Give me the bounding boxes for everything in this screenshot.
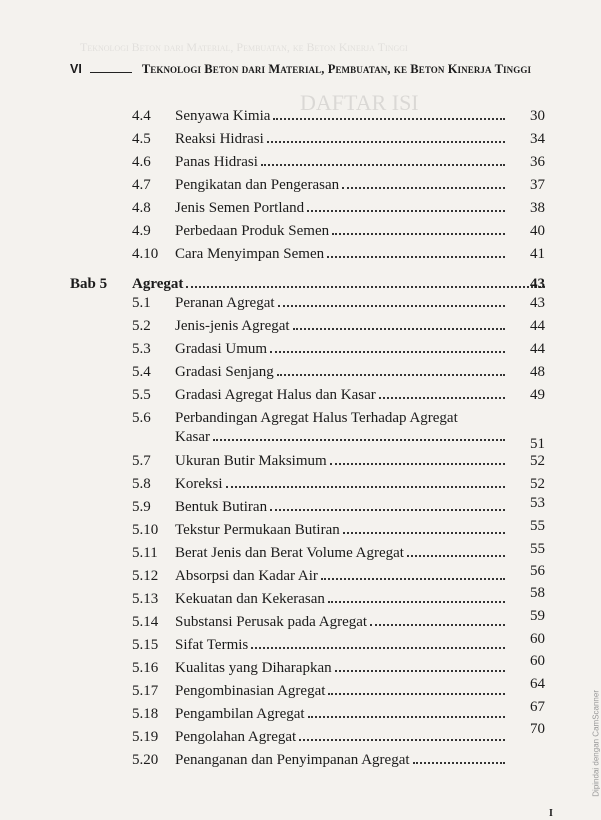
entry-number: 5.20 [132,752,159,768]
toc-entry [0,246,600,268]
entry-page: 48 [530,364,545,380]
entry-page: 36 [530,154,545,170]
dot-leader [277,374,505,376]
dot-leader [307,210,505,212]
toc-entry [0,752,600,774]
entry-page: 55 [530,518,545,534]
entry-title: Sifat Termis [175,637,249,653]
corner-mark: I [549,808,553,819]
toc-entry [0,387,600,409]
entry-number: 4.9 [132,223,151,239]
entry-title: Pengikatan dan Pengerasan [175,177,340,193]
entry-page: 34 [530,131,545,147]
entry-page: 52 [530,453,545,469]
entry-page: 53 [530,495,545,511]
entry-title: Gradasi Senjang [175,364,274,380]
entry-title: Pengombinasian Agregat [175,683,326,699]
header-title: Teknologi Beton dari Material, Pembuatan, ke Beton Kinerja Tinggi [141,62,532,76]
entry-page: 41 [530,246,545,262]
entry-title: Perbedaan Produk Semen [175,223,330,239]
entry-page: 38 [530,200,545,216]
entry-number: 5.4 [132,364,151,380]
dot-leader [186,286,545,288]
entry-page: 64 [530,676,545,692]
dot-leader [328,601,505,603]
entry-page: 30 [530,108,545,124]
dot-leader [413,762,505,764]
toc-entry [0,154,600,176]
toc-entry-wrapped-second-line [0,429,600,451]
dot-leader [299,739,505,741]
entry-title: Cara Menyimpan Semen [175,246,325,262]
dot-leader [407,555,505,557]
entry-page: 70 [530,721,545,737]
show-through-header: Teknologi Beton dari Material, Pembuatan, ke Beton Kinerja Tinggi [80,40,408,54]
entry-title: Penanganan dan Penyimpanan Agregat [175,752,410,768]
dot-leader [270,351,505,353]
dot-leader [328,693,505,695]
running-header [70,62,560,77]
dot-leader [293,328,505,330]
entry-title: Gradasi Agregat Halus dan Kasar [175,387,376,403]
entry-page: 37 [530,177,545,193]
toc-entry [0,364,600,386]
entry-number: 5.8 [132,476,151,492]
dot-leader [270,509,505,511]
entry-title: Jenis Semen Portland [175,200,305,216]
entry-title-line1: Perbandingan Agregat Halus Terhadap Agregat [175,410,458,426]
toc-entry [0,318,600,340]
entry-title: Gradasi Umum [175,341,268,357]
entry-title: Panas Hidrasi [175,154,258,170]
entry-number: 4.8 [132,200,151,216]
dot-leader [273,118,505,120]
entry-page: 55 [530,541,545,557]
dot-leader [251,647,505,649]
entry-number: 4.6 [132,154,151,170]
entry-page: 44 [530,318,545,334]
entry-number: 5.19 [132,729,159,745]
entry-title-line2: Kasar [175,429,210,445]
entry-number: 5.5 [132,387,151,403]
chapter-page: 43 [530,276,545,292]
scanner-watermark: Dipindai dengan CamScanner [592,690,601,797]
entry-number: 5.7 [132,453,151,469]
dot-leader [370,624,505,626]
entry-number: 5.15 [132,637,159,653]
show-through-title: DAFTAR ISI [300,90,419,115]
entry-number: 5.3 [132,341,151,357]
chapter-title: Agregat [132,276,184,292]
dot-leader [226,486,506,488]
entry-title: Bentuk Butiran [175,499,268,515]
entry-page: 51 [530,436,545,452]
entry-title: Reaksi Hidrasi [175,131,264,147]
dot-leader [343,532,505,534]
entry-page: 56 [530,563,545,579]
entry-number: 5.16 [132,660,159,676]
entry-title: Jenis-jenis Agregat [175,318,290,334]
entry-title: Pengolahan Agregat [175,729,297,745]
entry-number: 4.4 [132,108,151,124]
chapter-label: Bab 5 [70,276,108,292]
entry-page: 44 [530,341,545,357]
dot-leader [278,305,505,307]
dot-leader [308,716,505,718]
entry-page: 58 [530,585,545,601]
entry-title: Ukuran Butir Maksimum [175,453,327,469]
dot-leader [213,439,505,441]
entry-page: 40 [530,223,545,239]
toc-entry [0,177,600,199]
header-rule [90,71,132,73]
entry-number: 5.13 [132,591,159,607]
entry-title: Berat Jenis dan Berat Volume Agregat [175,545,404,561]
dot-leader [321,578,505,580]
entry-page: 60 [530,653,545,669]
toc-entry [0,108,600,130]
entry-number: 5.11 [132,545,158,561]
entry-page: 52 [530,476,545,492]
entry-number: 4.7 [132,177,151,193]
entry-number: 5.18 [132,706,159,722]
entry-title: Pengambilan Agregat [175,706,305,722]
entry-page: 43 [530,295,545,311]
entry-title: Senyawa Kimia [175,108,271,124]
entry-page: 67 [530,699,545,715]
entry-title: Peranan Agregat [175,295,275,311]
entry-number: 4.5 [132,131,151,147]
entry-title: Substansi Perusak pada Agregat [175,614,368,630]
dot-leader [267,141,505,143]
toc-entry [0,131,600,153]
toc-entry [0,341,600,363]
toc-entry [0,200,600,222]
dot-leader [332,233,505,235]
entry-page: 60 [530,631,545,647]
toc-entry [0,721,600,751]
entry-number: 5.9 [132,499,151,515]
entry-number: 5.6 [132,410,151,426]
entry-page: 59 [530,608,545,624]
dot-leader [330,463,505,465]
entry-title: Koreksi [175,476,223,492]
dot-leader [335,670,505,672]
toc-entry [0,295,600,317]
entry-number: 5.14 [132,614,159,630]
dot-leader [342,187,505,189]
entry-number: 5.12 [132,568,159,584]
header-page-number: VI [70,62,82,76]
entry-number: 5.10 [132,522,159,538]
entry-number: 5.1 [132,295,151,311]
toc-entry [0,223,600,245]
dot-leader [327,256,505,258]
toc-entry [0,453,600,475]
entry-number: 5.2 [132,318,151,334]
entry-number: 5.17 [132,683,159,699]
entry-page: 49 [530,387,545,403]
entry-title: Kekuatan dan Kekerasan [175,591,325,607]
dot-leader [261,164,505,166]
entry-number: 4.10 [132,246,159,262]
entry-title: Absorpsi dan Kadar Air [175,568,318,584]
dot-leader [379,397,505,399]
entry-title: Tekstur Permukaan Butiran [175,522,340,538]
entry-title: Kualitas yang Diharapkan [175,660,332,676]
